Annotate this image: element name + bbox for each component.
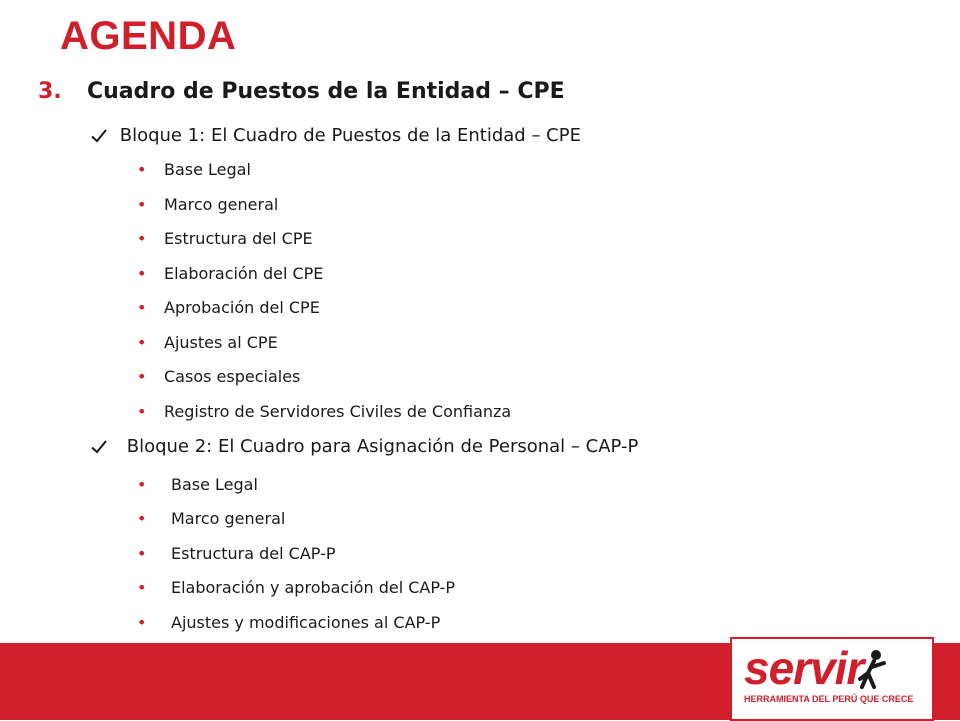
block-1-heading <box>90 125 581 146</box>
list-item: • Ajustes y modificaciones al CAP-P <box>137 613 441 632</box>
section-number: 3. <box>38 79 62 104</box>
slide-title: AGENDA <box>60 14 237 58</box>
bullet-icon: • <box>137 613 147 632</box>
list-item: • Base Legal <box>137 475 258 494</box>
list-item: • Marco general <box>137 509 286 528</box>
bullet-icon: • <box>137 229 147 248</box>
list-item: • Registro de Servidores Civiles de Confianza <box>137 402 512 421</box>
checkmark-icon <box>90 127 108 145</box>
list-item: • Ajustes al CPE <box>137 333 278 352</box>
person-figure-icon <box>854 649 890 689</box>
bullet-icon: • <box>137 333 147 352</box>
bullet-icon: • <box>137 509 147 528</box>
checkmark-icon <box>90 438 108 456</box>
bullet-icon: • <box>137 160 147 179</box>
list-item: • Marco general <box>137 195 279 214</box>
section-heading <box>38 79 565 104</box>
bullet-icon: • <box>137 195 147 214</box>
bullet-icon: • <box>137 298 147 317</box>
list-item: • Estructura del CAP-P <box>137 544 336 563</box>
bullet-icon: • <box>137 264 147 283</box>
block-2-label: Bloque 2: El Cuadro para Asignación de Personal – CAP-P <box>126 436 639 457</box>
bullet-icon: • <box>137 367 147 386</box>
block-1-label: Bloque 1: El Cuadro de Puestos de la Entidad – CPE <box>119 125 581 146</box>
list-item: • Base Legal <box>137 160 251 179</box>
block-2-heading <box>90 436 638 457</box>
list-item: • Casos especiales <box>137 367 301 386</box>
bullet-icon: • <box>137 544 147 563</box>
section-label: Cuadro de Puestos de la Entidad – CPE <box>87 79 565 104</box>
list-item: • Elaboración y aprobación del CAP-P <box>137 578 456 597</box>
bullet-icon: • <box>137 475 147 494</box>
bullet-icon: • <box>137 578 147 597</box>
bullet-icon: • <box>137 402 147 421</box>
list-item: • Aprobación del CPE <box>137 298 320 317</box>
logo-tagline: HERRAMIENTA DEL PERÚ QUE CRECE <box>744 694 914 704</box>
list-item: • Estructura del CPE <box>137 229 313 248</box>
logo-wordmark: servir <box>744 642 864 694</box>
list-item: • Elaboración del CPE <box>137 264 324 283</box>
servir-logo <box>730 637 934 721</box>
